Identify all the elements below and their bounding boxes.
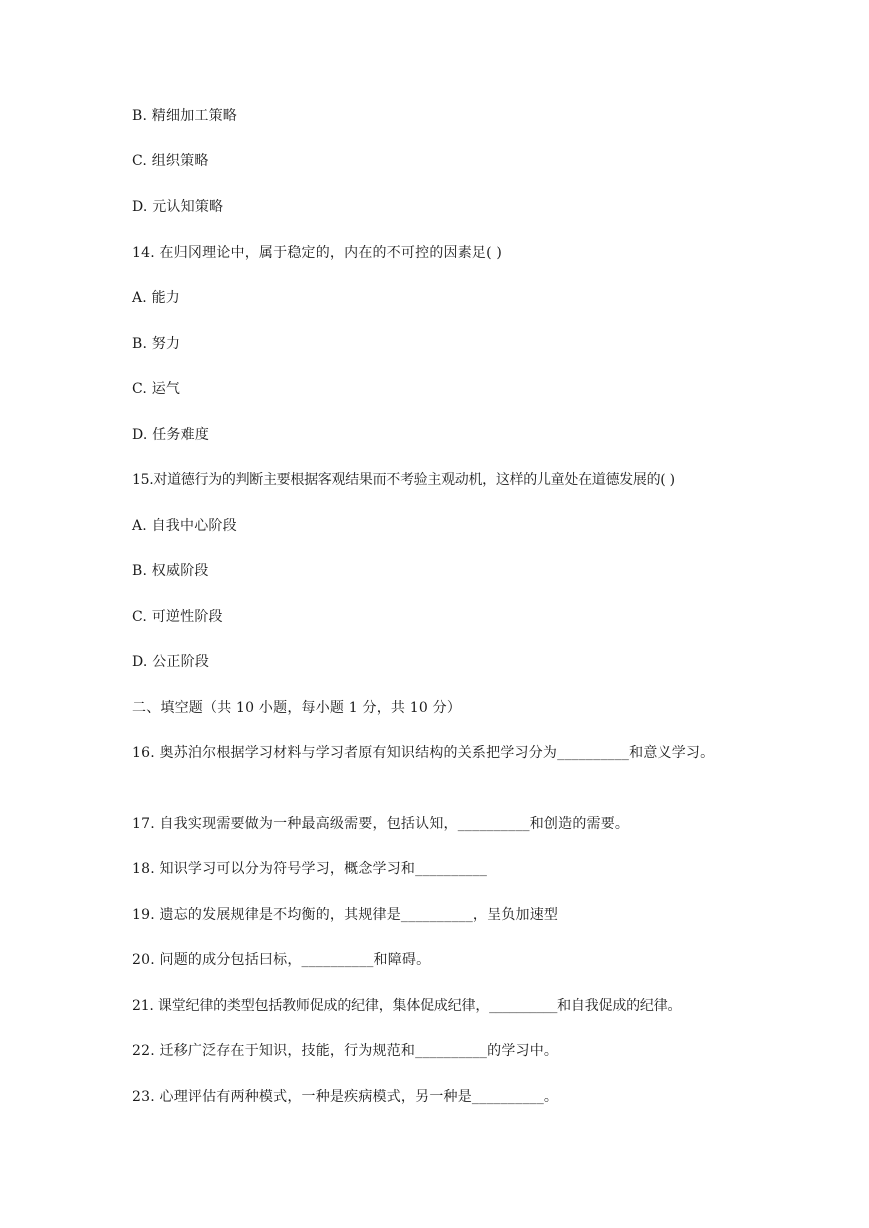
question-15: 15.对道德行为的判断主要根据客观结果而不考验主观动机，这样的儿童处在道德发展的( ): [132, 472, 675, 488]
option-13-d: D. 元认知策略: [132, 199, 224, 215]
option-14-c: C. 运气: [132, 381, 181, 397]
section-heading-fill-in: 二、填空题（共 10 小题，每小题 1 分，共 10 分）: [132, 700, 462, 716]
question-20: 20. 问题的成分包括曰标，__________和障碍。: [132, 952, 431, 968]
question-18: 18. 知识学习可以分为符号学习，概念学习和__________: [132, 861, 488, 877]
question-17: 17. 自我实现需要做为一种最高级需要，包括认知，__________和创造的需要。: [132, 816, 630, 832]
question-21: 21. 课堂纪律的类型包括教师促成的纪律，集体促成纪律，__________和自我促成的纪律。: [132, 998, 682, 1014]
option-14-a: A. 能力: [132, 290, 181, 306]
option-15-a: A. 自我中心阶段: [132, 518, 237, 534]
option-15-b: B. 权威阶段: [132, 563, 209, 579]
option-15-d: D. 公正阶段: [132, 654, 210, 670]
option-14-d: D. 任务难度: [132, 427, 210, 443]
option-13-b: B. 精细加工策略: [132, 108, 237, 124]
option-15-c: C. 可逆性阶段: [132, 609, 223, 625]
question-16: 16. 奥苏泊尔根据学习材料与学习者原有知识结构的关系把学习分为__________和意义学习。: [132, 745, 715, 761]
question-22: 22. 迁移广泛存在于知识，技能，行为规范和__________的学习中。: [132, 1043, 559, 1059]
question-23: 23. 心理评估有两种模式，一种是疾病模式，另一种是__________。: [132, 1089, 559, 1105]
option-14-b: B. 努力: [132, 336, 181, 352]
option-13-c: C. 组织策略: [132, 153, 209, 169]
question-19: 19. 遗忘的发展规律是不均衡的，其规律是__________，呈负加速型: [132, 907, 559, 923]
question-14: 14. 在归冈理论中，属于稳定的，内在的不可控的因素足( ): [132, 245, 503, 261]
